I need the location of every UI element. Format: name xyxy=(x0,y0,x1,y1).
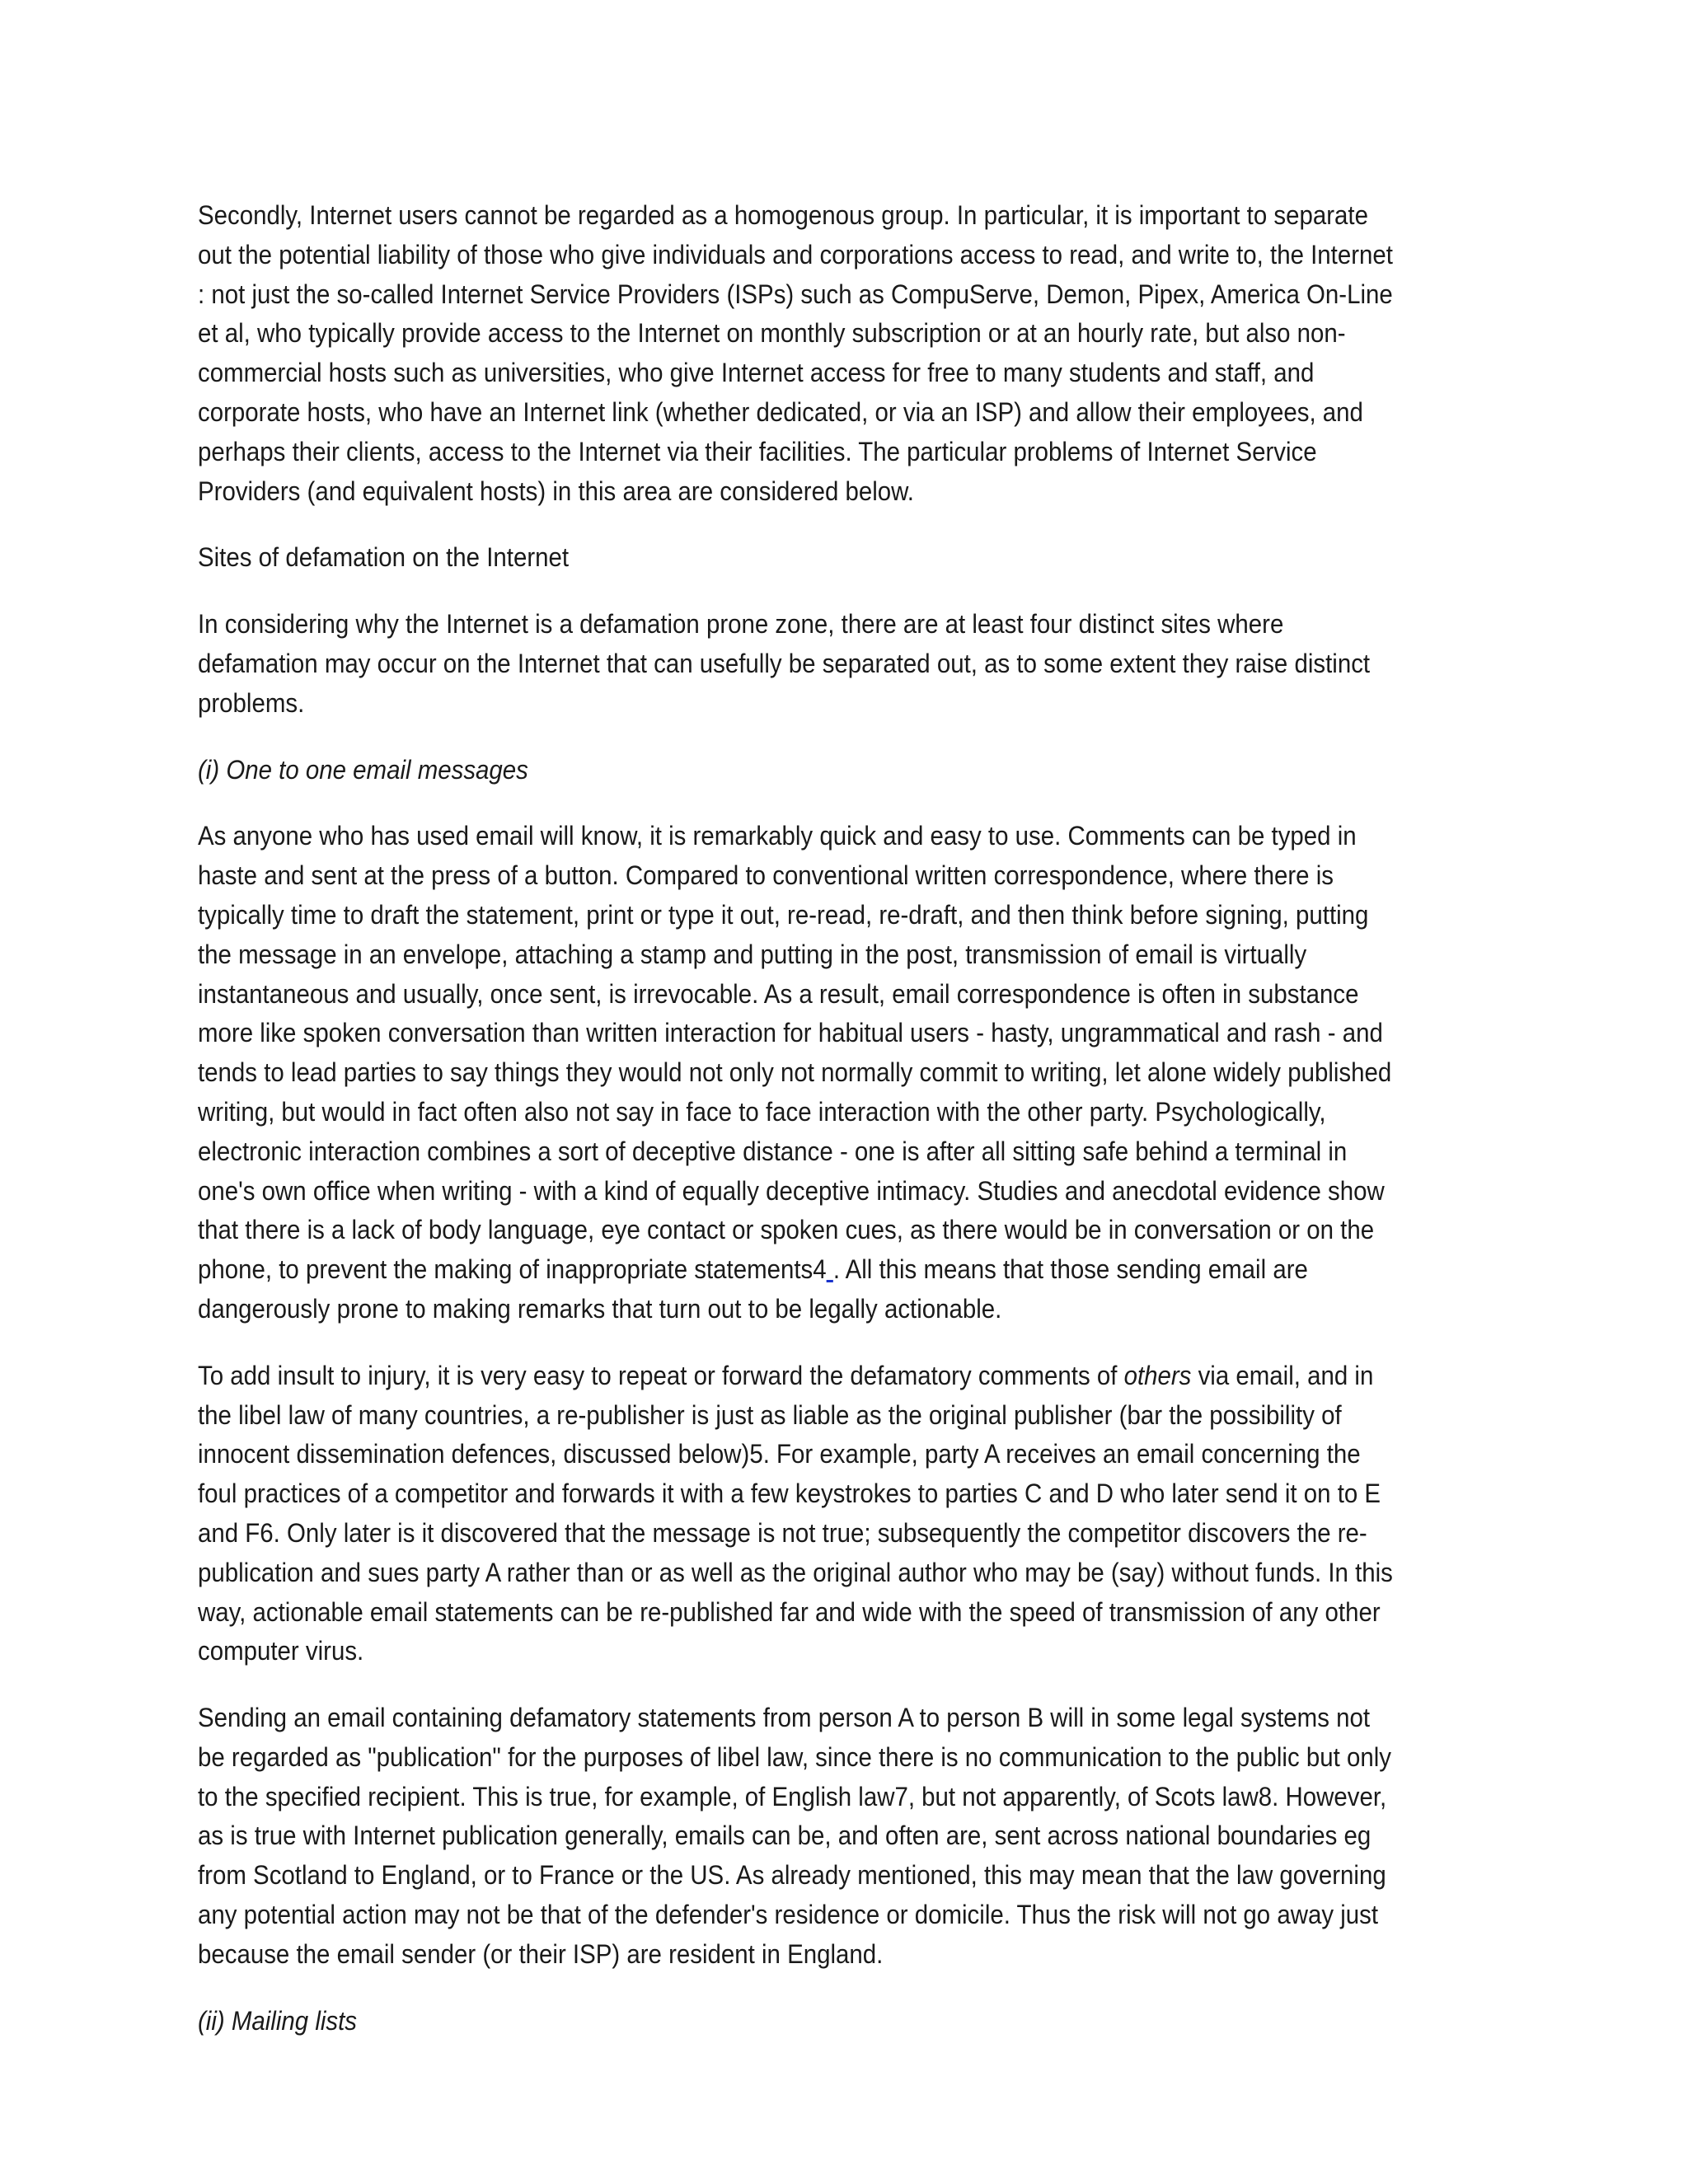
footnote-4-link[interactable] xyxy=(827,1254,833,1284)
paragraph-publication-law: Sending an email containing defamatory statements from person A to person B will in some legal systems not be regarded as "publication" for the purposes of libel law, since there is no communication to the public but only to the specified recipient. This is true, for example, of English law7, but not apparently, of Scots law8. However, as is true with Internet publication generally, emails can be, and often are, sent across national boundaries eg from Scotland to England, or to France or the US. As already mentioned, this may mean that the law governing any potential action may not be that of the defender's residence or domicile. Thus the risk will not go away just because the email sender (or their ISP) are resident in England. xyxy=(198,1703,1391,1969)
paragraph-email-ease-end: . All this means that those sending email are dangerously prone to making remarks that turn out to be legally actionable. xyxy=(198,1254,1308,1324)
paragraph-republication-start: To add insult to injury, it is very easy to repeat or forward the defamatory comments of xyxy=(198,1360,1124,1390)
heading-one-to-one-email: (i) One to one email messages xyxy=(198,754,528,785)
paragraph-four-sites: In considering why the Internet is a defamation prone zone, there are at least four distinct sites where defamation may occur on the Internet that can usefully be separated out, as to some extent they raise distinct problems. xyxy=(198,609,1371,718)
heading-mailing-lists: (ii) Mailing lists xyxy=(198,2005,358,2036)
paragraph-email-ease-text: As anyone who has used email will know, it is remarkably quick and easy to use. Comments can be typed in haste and sent at the press of a button. Compared to conventional written correspondence, where there is typically time to draft the statement, print or type it out, re-read, re-draft, and then think before signing, putting the message in an envelope, attaching a stamp and putting in the post, transmission of email is virtually instantaneous and usually, once sent, is irrevocable. As a result, email correspondence is often in substance more like spoken conversation than written interaction for habitual users - hasty, ungrammatical and rash - and tends to lead parties to say things they would not only not normally commit to writing, let alone widely published writing, but would in fact often also not say in face to face interaction with the other party. Psychologically, electronic interaction combines a sort of deceptive distance - one is after all sitting safe behind a terminal in one's own office when writing - with a kind of equally deceptive intimacy. Studies and anecdotal evidence show that there is a lack of body language, eye contact or spoken cues, as there would be in conversation or on the phone, to prevent the making of inappropriate statements4 xyxy=(198,821,1392,1285)
heading-sites-of-defamation: Sites of defamation on the Internet xyxy=(198,542,570,573)
paragraph-isp-liability: Secondly, Internet users cannot be regarded as a homogenous group. In particular, it is important to separate out the potential liability of those who give individuals and corporations access to read, and write to, the Internet : not just the so-called Internet Service Providers (ISPs) such as CompuServe, Demon, Pipex, America On-Line et al, who typically provide access to the Internet on monthly subscription or at an hourly rate, but also non-commercial hosts such as universities, who give Internet access for free to many students and staff, and corporate hosts, who have an Internet link (whether dedicated, or via an ISP) and allow their employees, and perhaps their clients, access to the Internet via their facilities. The particular problems of Internet Service Providers (and equivalent hosts) in this area are considered below. xyxy=(198,200,1393,506)
paragraph-republication xyxy=(198,1357,1396,1671)
document-body xyxy=(198,196,1396,2068)
paragraph-republication-end: via email, and in the libel law of many countries, a re-publisher is just as liable as the original publisher (bar the possibility of innocent dissemination defences, discussed below)5. For example, party A receives an email concerning the foul practices of a competitor and forwards it with a few keystrokes to parties C and D who later send it on to E and F6. Only later is it discovered that the message is not true; subsequently the competitor discovers the re-publication and sues party A rather than or as well as the original author who may be (say) without funds. In this way, actionable email statements can be re-published far and wide with the speed of transmission of any other computer virus. xyxy=(198,1360,1393,1666)
paragraph-email-ease xyxy=(198,817,1396,1329)
emphasis-others: others xyxy=(1123,1360,1192,1390)
